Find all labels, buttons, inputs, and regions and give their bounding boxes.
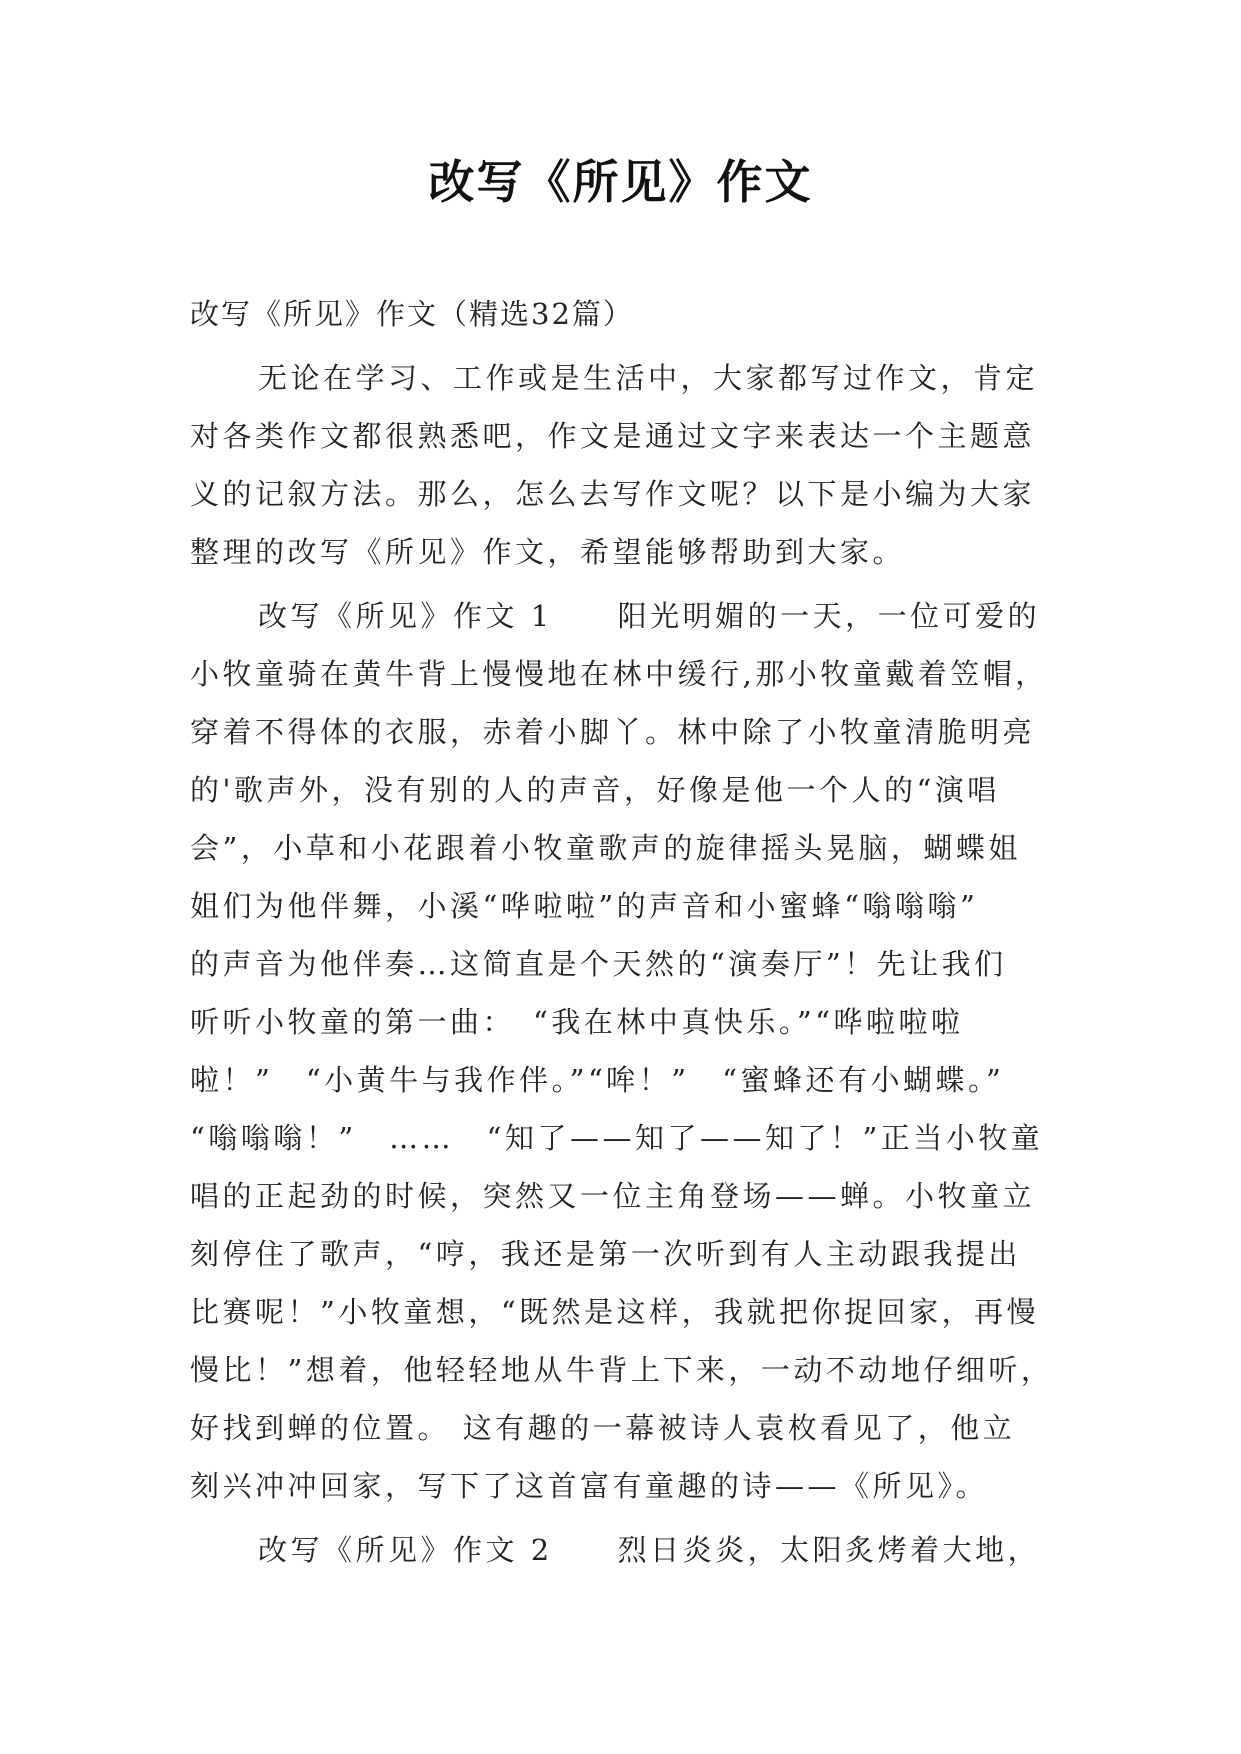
intro-paragraph-line: 义的记叙方法。那么，怎么去写作文呢？以下是小编为大家 bbox=[190, 477, 1036, 511]
essay-1-line: 改写《所见》作文 1 阳光明媚的一天，一位可爱的 bbox=[258, 599, 1041, 633]
essay-1-line: 的声音为他伴奏…这简直是个天然的“演奏厅”！先让我们 bbox=[190, 947, 1007, 981]
essay-1-line: 唱的正起劲的时候，突然又一位主角登场——蝉。小牧童立 bbox=[190, 1179, 1036, 1213]
document-title: 改写《所见》作文 bbox=[428, 155, 813, 209]
essay-1-line: 姐们为他伴舞，小溪“哗啦啦”的声音和小蜜蜂“嗡嗡嗡” bbox=[190, 889, 979, 923]
essay-1-line: 比赛呢！”小牧童想，“既然是这样，我就把你捉回家，再慢 bbox=[190, 1295, 1040, 1329]
essay-1-line: 的'歌声外，没有别的人的声音，好像是他一个人的“演唱 bbox=[190, 773, 1000, 807]
document-subtitle: 改写《所见》作文（精选32篇） bbox=[190, 297, 634, 331]
essay-2-line: 改写《所见》作文 2 烈日炎炎，太阳炙烤着大地， bbox=[258, 1533, 1041, 1567]
document-body bbox=[190, 285, 1054, 1579]
essay-1-line: 啦！” “小黄牛与我作伴。”“哞！” “蜜蜂还有小蝴蝶。” bbox=[190, 1063, 1005, 1097]
essay-1-line: 刻兴冲冲回家，写下了这首富有童趣的诗——《所见》。 bbox=[190, 1469, 989, 1503]
essay-1-line: 好找到蝉的位置。 这有趣的一幕被诗人袁枚看见了，他立 bbox=[190, 1411, 1016, 1445]
essay-1-line: 慢比！”想着，他轻轻地从牛背上下来，一动不动地仔细听， bbox=[190, 1353, 1054, 1387]
essay-1-line: 小牧童骑在黄牛背上慢慢地在林中缓行,那小牧童戴着笠帽， bbox=[190, 657, 1048, 691]
essay-1-line: 刻停住了歌声，“哼，我还是第一次听到有人主动跟我提出 bbox=[190, 1237, 1021, 1271]
intro-paragraph-line: 对各类作文都很熟悉吧，作文是通过文字来表达一个主题意 bbox=[190, 419, 1036, 453]
intro-paragraph-line: 无论在学习、工作或是生活中，大家都写过作文，肯定 bbox=[258, 361, 1039, 395]
essay-1-line: 会”，小草和小花跟着小牧童歌声的旋律摇头晃脑，蝴蝶姐 bbox=[190, 831, 1021, 865]
essay-1-line: “嗡嗡嗡！” …… “知了——知了——知了！”正当小牧童 bbox=[190, 1121, 1044, 1155]
essay-1-line: 听听小牧童的第一曲： “我在林中真快乐。”“哗啦啦啦 bbox=[190, 1005, 964, 1039]
essay-1-line: 穿着不得体的衣服，赤着小脚丫。林中除了小牧童清脆明亮 bbox=[190, 715, 1036, 749]
intro-paragraph-line: 整理的改写《所见》作文，希望能够帮助到大家。 bbox=[190, 535, 906, 569]
